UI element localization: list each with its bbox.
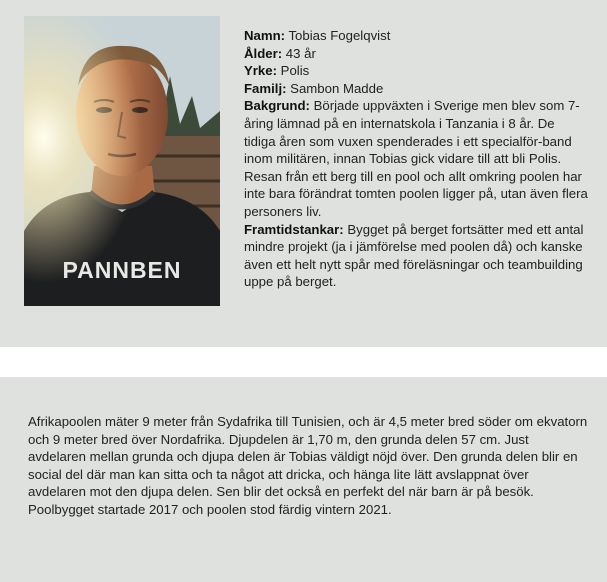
background-value: Började uppväxten i Sverige men blev som 7-åring lämnad på en internatskola i Tanzania i 8 år. De tidiga åren som vuxen spenderades i ett specialför-band inom militären, innan Tobias gick vidare till att bli Polis. Resan från ett berg till en pool och allt omkring poolen har inte bara förändrat tomten poolen ligger på, utan även flera personers liv.: [244, 98, 588, 219]
job-value: Polis: [280, 63, 310, 79]
future-label: Framtidstankar:: [244, 221, 344, 237]
age-row: [244, 45, 589, 63]
background-row: [244, 97, 589, 220]
age-value: 43 år: [285, 45, 316, 61]
profile-facts: [244, 27, 589, 291]
background-label: Bakgrund:: [244, 98, 310, 114]
portrait-illustration: [24, 16, 220, 306]
portrait-photo: [24, 16, 220, 306]
job-row: [244, 62, 589, 80]
future-value: Bygget på berget fortsätter med ett antal mindre projekt (ja i jämförelse med poolen då) och kanske även ett helt nytt spår med föreläsningar och teambuilding uppe på berget.: [244, 221, 584, 290]
age-label: Ålder:: [244, 45, 283, 61]
article-panel: [0, 377, 607, 582]
family-label: Familj:: [244, 80, 287, 96]
name-row: [244, 27, 589, 45]
name-label: Namn:: [244, 28, 286, 43]
future-row: [244, 221, 589, 291]
family-value: Sambon Madde: [290, 80, 384, 96]
name-value: Tobias Fogelqvist: [288, 28, 391, 43]
article-text: Afrikapoolen mäter 9 meter från Sydafrika till Tunisien, och är 4,5 meter bred söder om ekvatorn och 9 meter bred över Nordafrika. Djupdelen är 1,70 m, den grunda delen 57 cm. Just avdelaren mellan grunda och djupa delen är Tobias väldigt nöjd över. Den grunda delen blir en social del där man kan sitta och ta något att dricka, och hänga lite lätt avslappnat över avdelaren mot den djupa delen. Sen blir det också en perfekt del när barn är på besök. Poolbygget startade 2017 och poolen stod färdig vintern 2021.: [28, 414, 588, 517]
family-row: [244, 80, 589, 98]
job-label: Yrke:: [244, 63, 277, 79]
